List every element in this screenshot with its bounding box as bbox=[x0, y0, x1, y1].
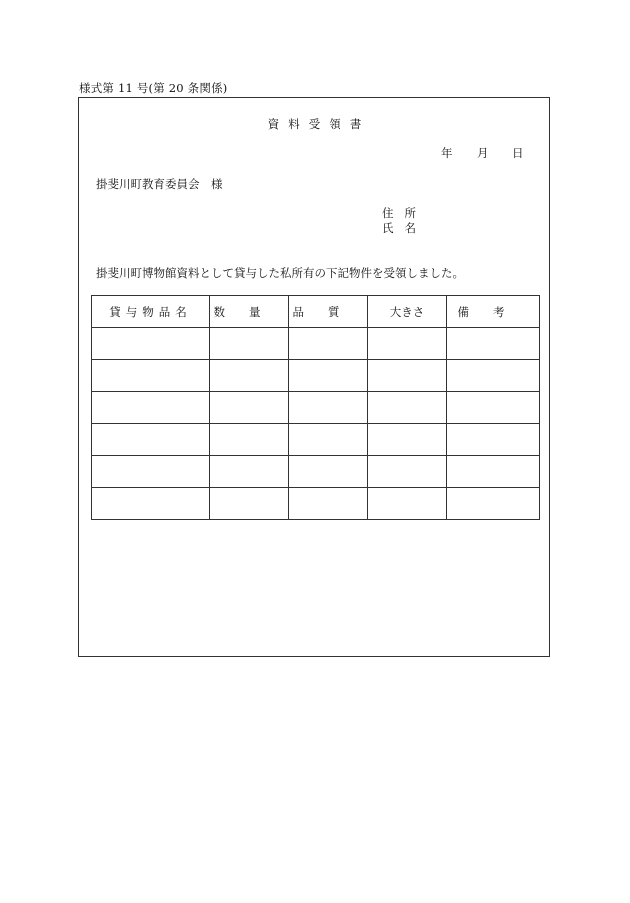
cell-quality[interactable] bbox=[289, 456, 368, 488]
cell-size[interactable] bbox=[368, 424, 447, 456]
header-item-name: 貸与物品名 bbox=[92, 296, 210, 328]
cell-quantity[interactable] bbox=[210, 328, 289, 360]
cell-size[interactable] bbox=[368, 392, 447, 424]
cell-item-name[interactable] bbox=[92, 424, 210, 456]
cell-remarks[interactable] bbox=[447, 392, 540, 424]
cell-remarks[interactable] bbox=[447, 328, 540, 360]
cell-item-name[interactable] bbox=[92, 360, 210, 392]
table-body bbox=[92, 328, 540, 520]
cell-item-name[interactable] bbox=[92, 488, 210, 520]
cell-quality[interactable] bbox=[289, 488, 368, 520]
date-month-label: 月 bbox=[477, 146, 489, 160]
header-size: 大きさ bbox=[368, 296, 447, 328]
table-row bbox=[92, 424, 540, 456]
document-title: 資料受領書 bbox=[267, 117, 371, 131]
cell-quality[interactable] bbox=[289, 392, 368, 424]
cell-item-name[interactable] bbox=[92, 392, 210, 424]
cell-size[interactable] bbox=[368, 456, 447, 488]
date-day-label: 日 bbox=[512, 146, 524, 160]
table-row bbox=[92, 360, 540, 392]
cell-remarks[interactable] bbox=[447, 360, 540, 392]
cell-item-name[interactable] bbox=[92, 328, 210, 360]
cell-quality[interactable] bbox=[289, 424, 368, 456]
cell-size[interactable] bbox=[368, 488, 447, 520]
table-row bbox=[92, 456, 540, 488]
name-label: 氏名 bbox=[382, 221, 427, 235]
cell-quantity[interactable] bbox=[210, 456, 289, 488]
cell-quantity[interactable] bbox=[210, 360, 289, 392]
table-header-row bbox=[92, 296, 540, 328]
header-quantity: 数量 bbox=[210, 296, 289, 328]
address-label: 住所 bbox=[382, 206, 427, 220]
cell-quality[interactable] bbox=[289, 328, 368, 360]
table-row bbox=[92, 488, 540, 520]
header-remarks: 備考 bbox=[447, 296, 540, 328]
receipt-statement: 掛斐川町博物館資料として貸与した私所有の下記物件を受領しました。 bbox=[96, 266, 464, 280]
cell-item-name[interactable] bbox=[92, 456, 210, 488]
cell-quantity[interactable] bbox=[210, 392, 289, 424]
date-year-label: 年 bbox=[441, 146, 453, 160]
cell-quantity[interactable] bbox=[210, 488, 289, 520]
table-row bbox=[92, 392, 540, 424]
cell-size[interactable] bbox=[368, 360, 447, 392]
cell-remarks[interactable] bbox=[447, 424, 540, 456]
cell-remarks[interactable] bbox=[447, 488, 540, 520]
cell-quality[interactable] bbox=[289, 360, 368, 392]
cell-quantity[interactable] bbox=[210, 424, 289, 456]
items-table bbox=[91, 295, 540, 520]
form-number: 様式第 11 号(第 20 条関係) bbox=[79, 81, 228, 95]
cell-remarks[interactable] bbox=[447, 456, 540, 488]
table-row bbox=[92, 328, 540, 360]
addressee: 掛斐川町教育委員会 様 bbox=[96, 177, 223, 191]
header-quality: 品質 bbox=[289, 296, 368, 328]
cell-size[interactable] bbox=[368, 328, 447, 360]
